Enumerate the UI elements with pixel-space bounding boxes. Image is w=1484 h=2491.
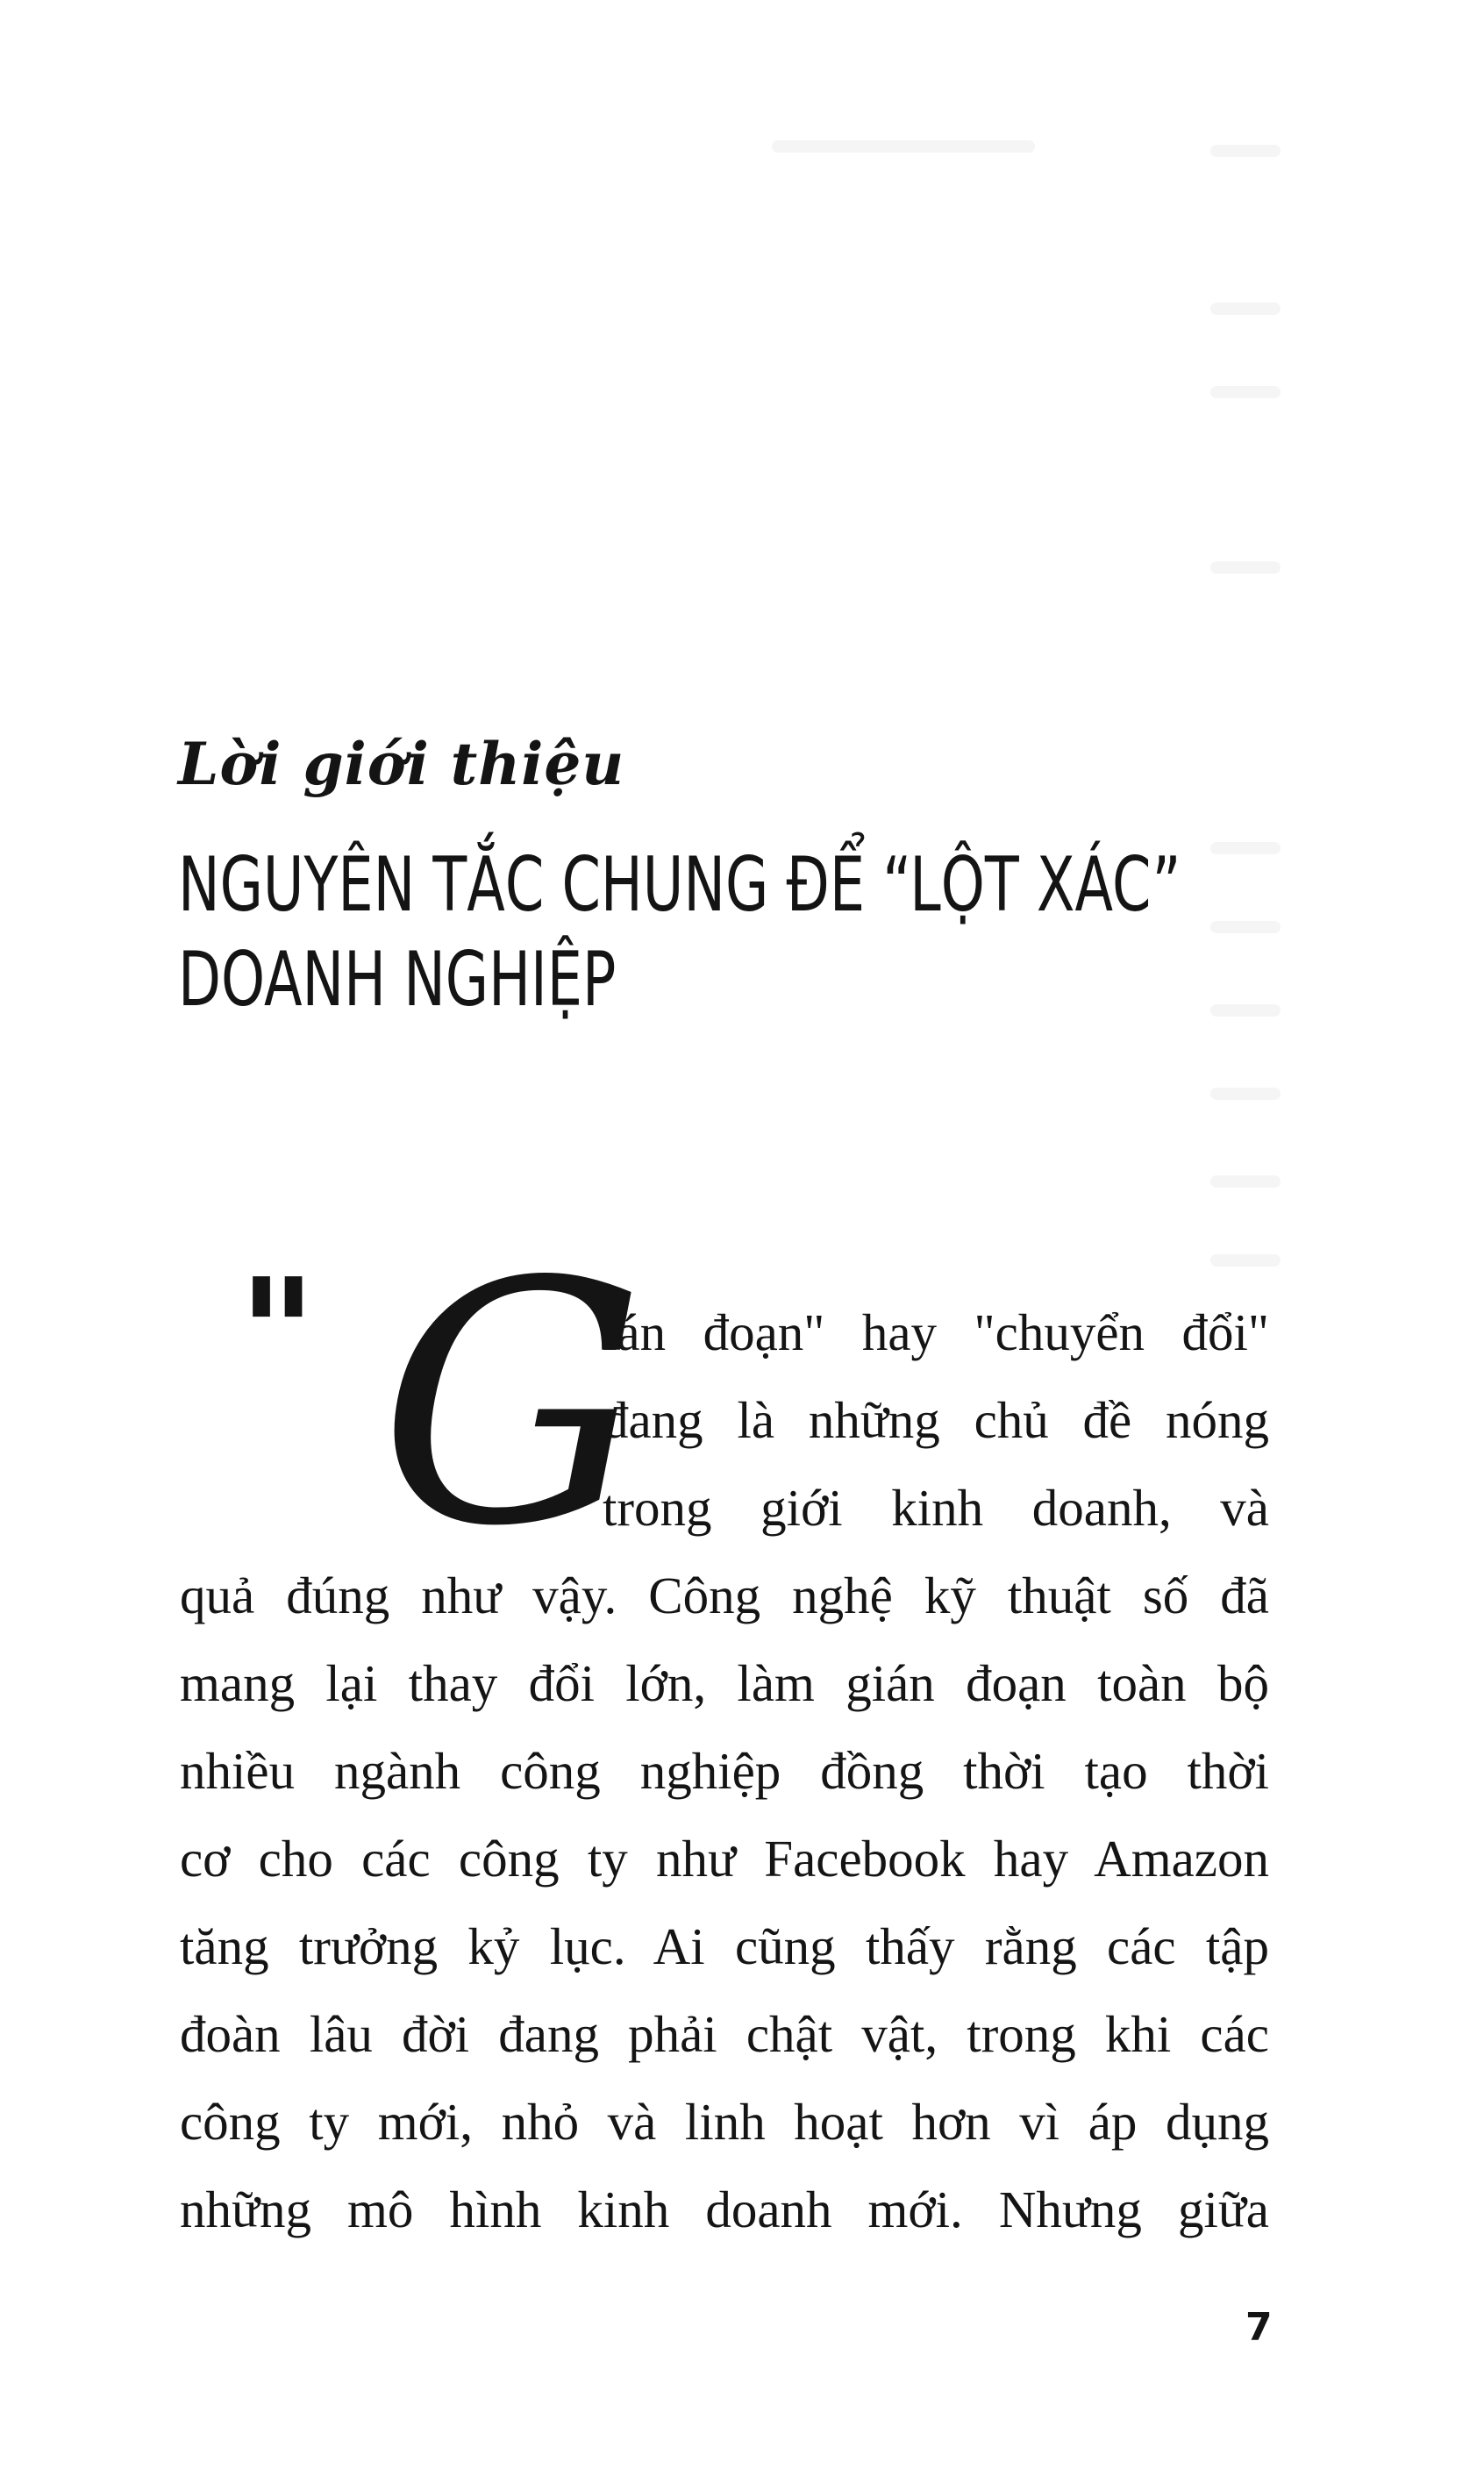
page-number: 7	[1245, 2305, 1273, 2350]
body-line-2: đang là những chủ đề nóng	[603, 1391, 1269, 1449]
bleed-through-mark	[1210, 303, 1281, 315]
body-line-7: cơ cho các công ty như Facebook hay Amazon	[180, 1830, 1269, 1888]
bleed-through-mark	[1210, 1088, 1281, 1100]
body-line-5: mang lại thay đổi lớn, làm gián đoạn toàn bộ	[180, 1654, 1269, 1712]
chapter-title-line-1: NGUYÊN TẮC CHUNG ĐỂ “LỘT XÁC”	[178, 841, 1181, 929]
body-line-8: tăng trưởng kỷ lục. Ai cũng thấy rằng các tập	[180, 1917, 1269, 1975]
bleed-through-mark	[1210, 1004, 1281, 1017]
bleed-through-mark	[1210, 842, 1281, 854]
bleed-through-mark	[1210, 921, 1281, 933]
chapter-title-line-2: DOANH NGHIỆP	[178, 936, 617, 1024]
body-line-10: công ty mới, nhỏ và linh hoạt hơn vì áp dụng	[180, 2093, 1269, 2151]
chapter-title	[178, 838, 1181, 1027]
body-line-3: trong giới kinh doanh, và	[603, 1479, 1269, 1537]
body-line-1: ián đoạn" hay "chuyển đổi"	[603, 1303, 1269, 1361]
body-line-11: những mô hình kinh doanh mới. Nhưng giữa	[180, 2181, 1269, 2238]
bleed-through-mark	[1210, 1254, 1281, 1267]
body-line-6: nhiều ngành công nghiệp đồng thời tạo thời	[180, 1742, 1269, 1800]
bleed-through-mark	[1210, 386, 1281, 398]
drop-cap-letter: G	[379, 1210, 646, 1599]
bleed-through-mark	[1210, 1175, 1281, 1188]
chapter-label: Lời giới thiệu	[178, 730, 625, 798]
opening-quote-mark: "	[239, 1246, 317, 1421]
body-line-9: đoàn lâu đời đang phải chật vật, trong khi các	[180, 2005, 1269, 2063]
body-line-4: quả đúng như vậy. Công nghệ kỹ thuật số đã	[180, 1567, 1269, 1624]
bleed-through-mark	[772, 140, 1035, 153]
bleed-through-mark	[1210, 145, 1281, 157]
bleed-through-mark	[1210, 561, 1281, 574]
